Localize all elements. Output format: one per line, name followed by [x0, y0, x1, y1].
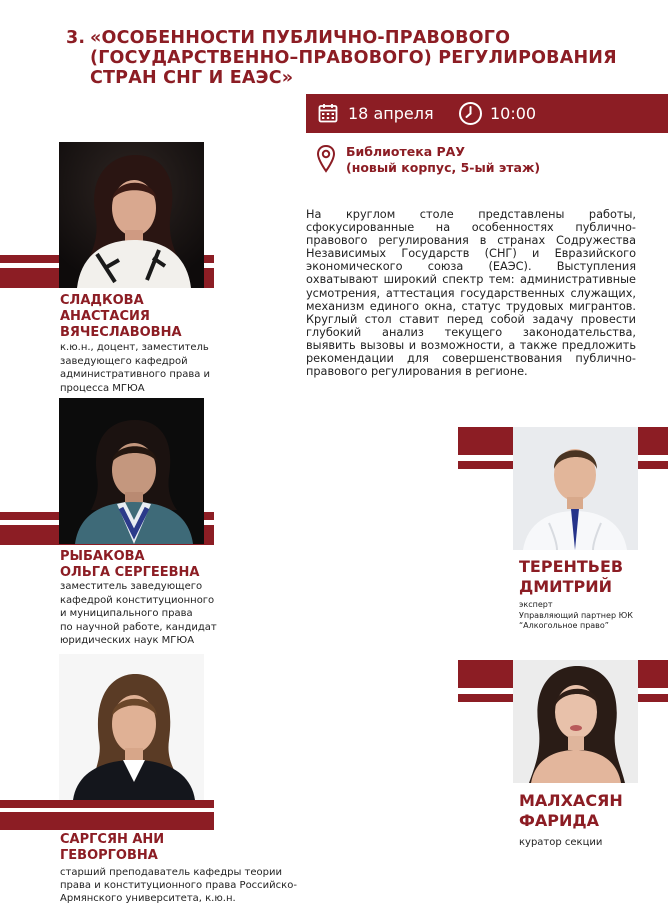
speaker-name-line: ОЛЬГА СЕРГЕЕВНА — [60, 565, 200, 580]
speaker-photo-terentyev — [513, 427, 638, 550]
venue-line-1: Библиотека РАУ — [346, 144, 465, 159]
speaker-name-line: САРГСЯН АНИ — [60, 832, 165, 847]
speaker-name-rybakova — [60, 549, 199, 581]
speaker-name-line: ДМИТРИЙ — [519, 577, 612, 596]
venue — [346, 144, 540, 176]
speaker-role-line: “Алкогольное право” — [519, 621, 609, 630]
speaker-role-line: административного права и — [60, 369, 211, 380]
speaker-name-sladkova — [60, 293, 182, 341]
speaker-role-line: кафедрой конституционного — [60, 594, 215, 606]
speaker-role-line: старший преподаватель кафедры теории — [60, 867, 282, 878]
speaker-name-sargsyan — [60, 832, 164, 864]
location-pin-icon — [316, 144, 336, 174]
speaker-photo-sladkova — [59, 142, 204, 288]
speaker-role-line: права и конституционного права Российско- — [60, 880, 297, 891]
speaker-role-line: Армянского университета, к.ю.н. — [60, 893, 236, 904]
speaker-photo-sargsyan — [59, 654, 204, 800]
date-time-bar — [306, 94, 668, 133]
speaker-name-line: ГЕВОРГОВНА — [60, 848, 158, 863]
speaker-role-line: куратор секции — [519, 837, 603, 848]
speaker-role-line: заведующего кафедрой — [60, 355, 188, 367]
calendar-icon — [318, 103, 338, 123]
speaker-photo-rybakova — [59, 398, 204, 544]
speaker-role-sargsyan — [60, 866, 297, 904]
speaker-name-line: ВЯЧЕСЛАВОВНА — [60, 325, 182, 340]
speaker-name-line: ТЕРЕНТЬЕВ — [519, 557, 624, 576]
speaker-role-line: процесса МГЮА — [60, 382, 145, 394]
speaker-role-line: к.ю.н., доцент, заместитель — [60, 342, 209, 353]
speaker-name-line: РЫБАКОВА — [60, 549, 145, 564]
speaker-name-terentyev — [519, 557, 623, 597]
speaker-role-line: эксперт — [519, 600, 553, 609]
clock-icon — [458, 101, 483, 126]
section-description: На круглом столе представлены работы, сфокусированные на особенностях публично-правового регулирования в странах Содружества Независимых Государств (СНГ) и Евразийского экономического союза (ЕАЭС). Выступления охватывают широкий спектр тем: административные усмотрения, аттестация государственных служащих, механизм единого окна, статус трудовых мигрантов. Круглый стол ставит перед собой задачу провести глубокий анализ текущего законодательства, выявить вызовы и возможности, а также предложить рекомендации для совершенствования публично-правового регулирования в регионе. — [306, 208, 636, 379]
speaker-role-rybakova — [60, 580, 217, 648]
event-date: 18 апреля — [348, 104, 434, 123]
section-title-text: «ОСОБЕННОСТИ ПУБЛИЧНО-ПРАВОВОГО (ГОСУДАРСТВЕННО–ПРАВОВОГО) РЕГУЛИРОВАНИЯ СТРАН СНГ И ЕАЭС» — [90, 28, 617, 88]
speaker-role-line: Управляющий партнер ЮК — [519, 610, 633, 620]
speaker-name-line: АНАСТАСИЯ — [60, 309, 150, 324]
accent-band — [0, 800, 214, 808]
speaker-role-malkhasyan — [519, 836, 602, 849]
venue-line-2: (новый корпус, 5-ый этаж) — [346, 160, 541, 175]
speaker-name-line: МАЛХАСЯН — [519, 791, 623, 810]
event-time: 10:00 — [490, 104, 537, 123]
speaker-name-malkhasyan — [519, 791, 623, 831]
speaker-role-terentyev — [519, 600, 633, 632]
speaker-name-line: ФАРИДА — [519, 811, 599, 830]
speaker-role-line: по научной работе, кандидат — [60, 621, 217, 633]
accent-band — [0, 812, 214, 830]
speaker-role-line: и муниципального права — [60, 608, 193, 619]
section-number: 3. — [66, 28, 86, 48]
speaker-role-line: юридических наук МГЮА — [60, 635, 195, 646]
speaker-role-line: заместитель заведующего — [60, 581, 203, 592]
speaker-photo-malkhasyan — [513, 660, 638, 783]
speaker-name-line: СЛАДКОВА — [60, 293, 144, 308]
speaker-role-sladkova — [60, 341, 210, 395]
section-title — [66, 28, 626, 88]
